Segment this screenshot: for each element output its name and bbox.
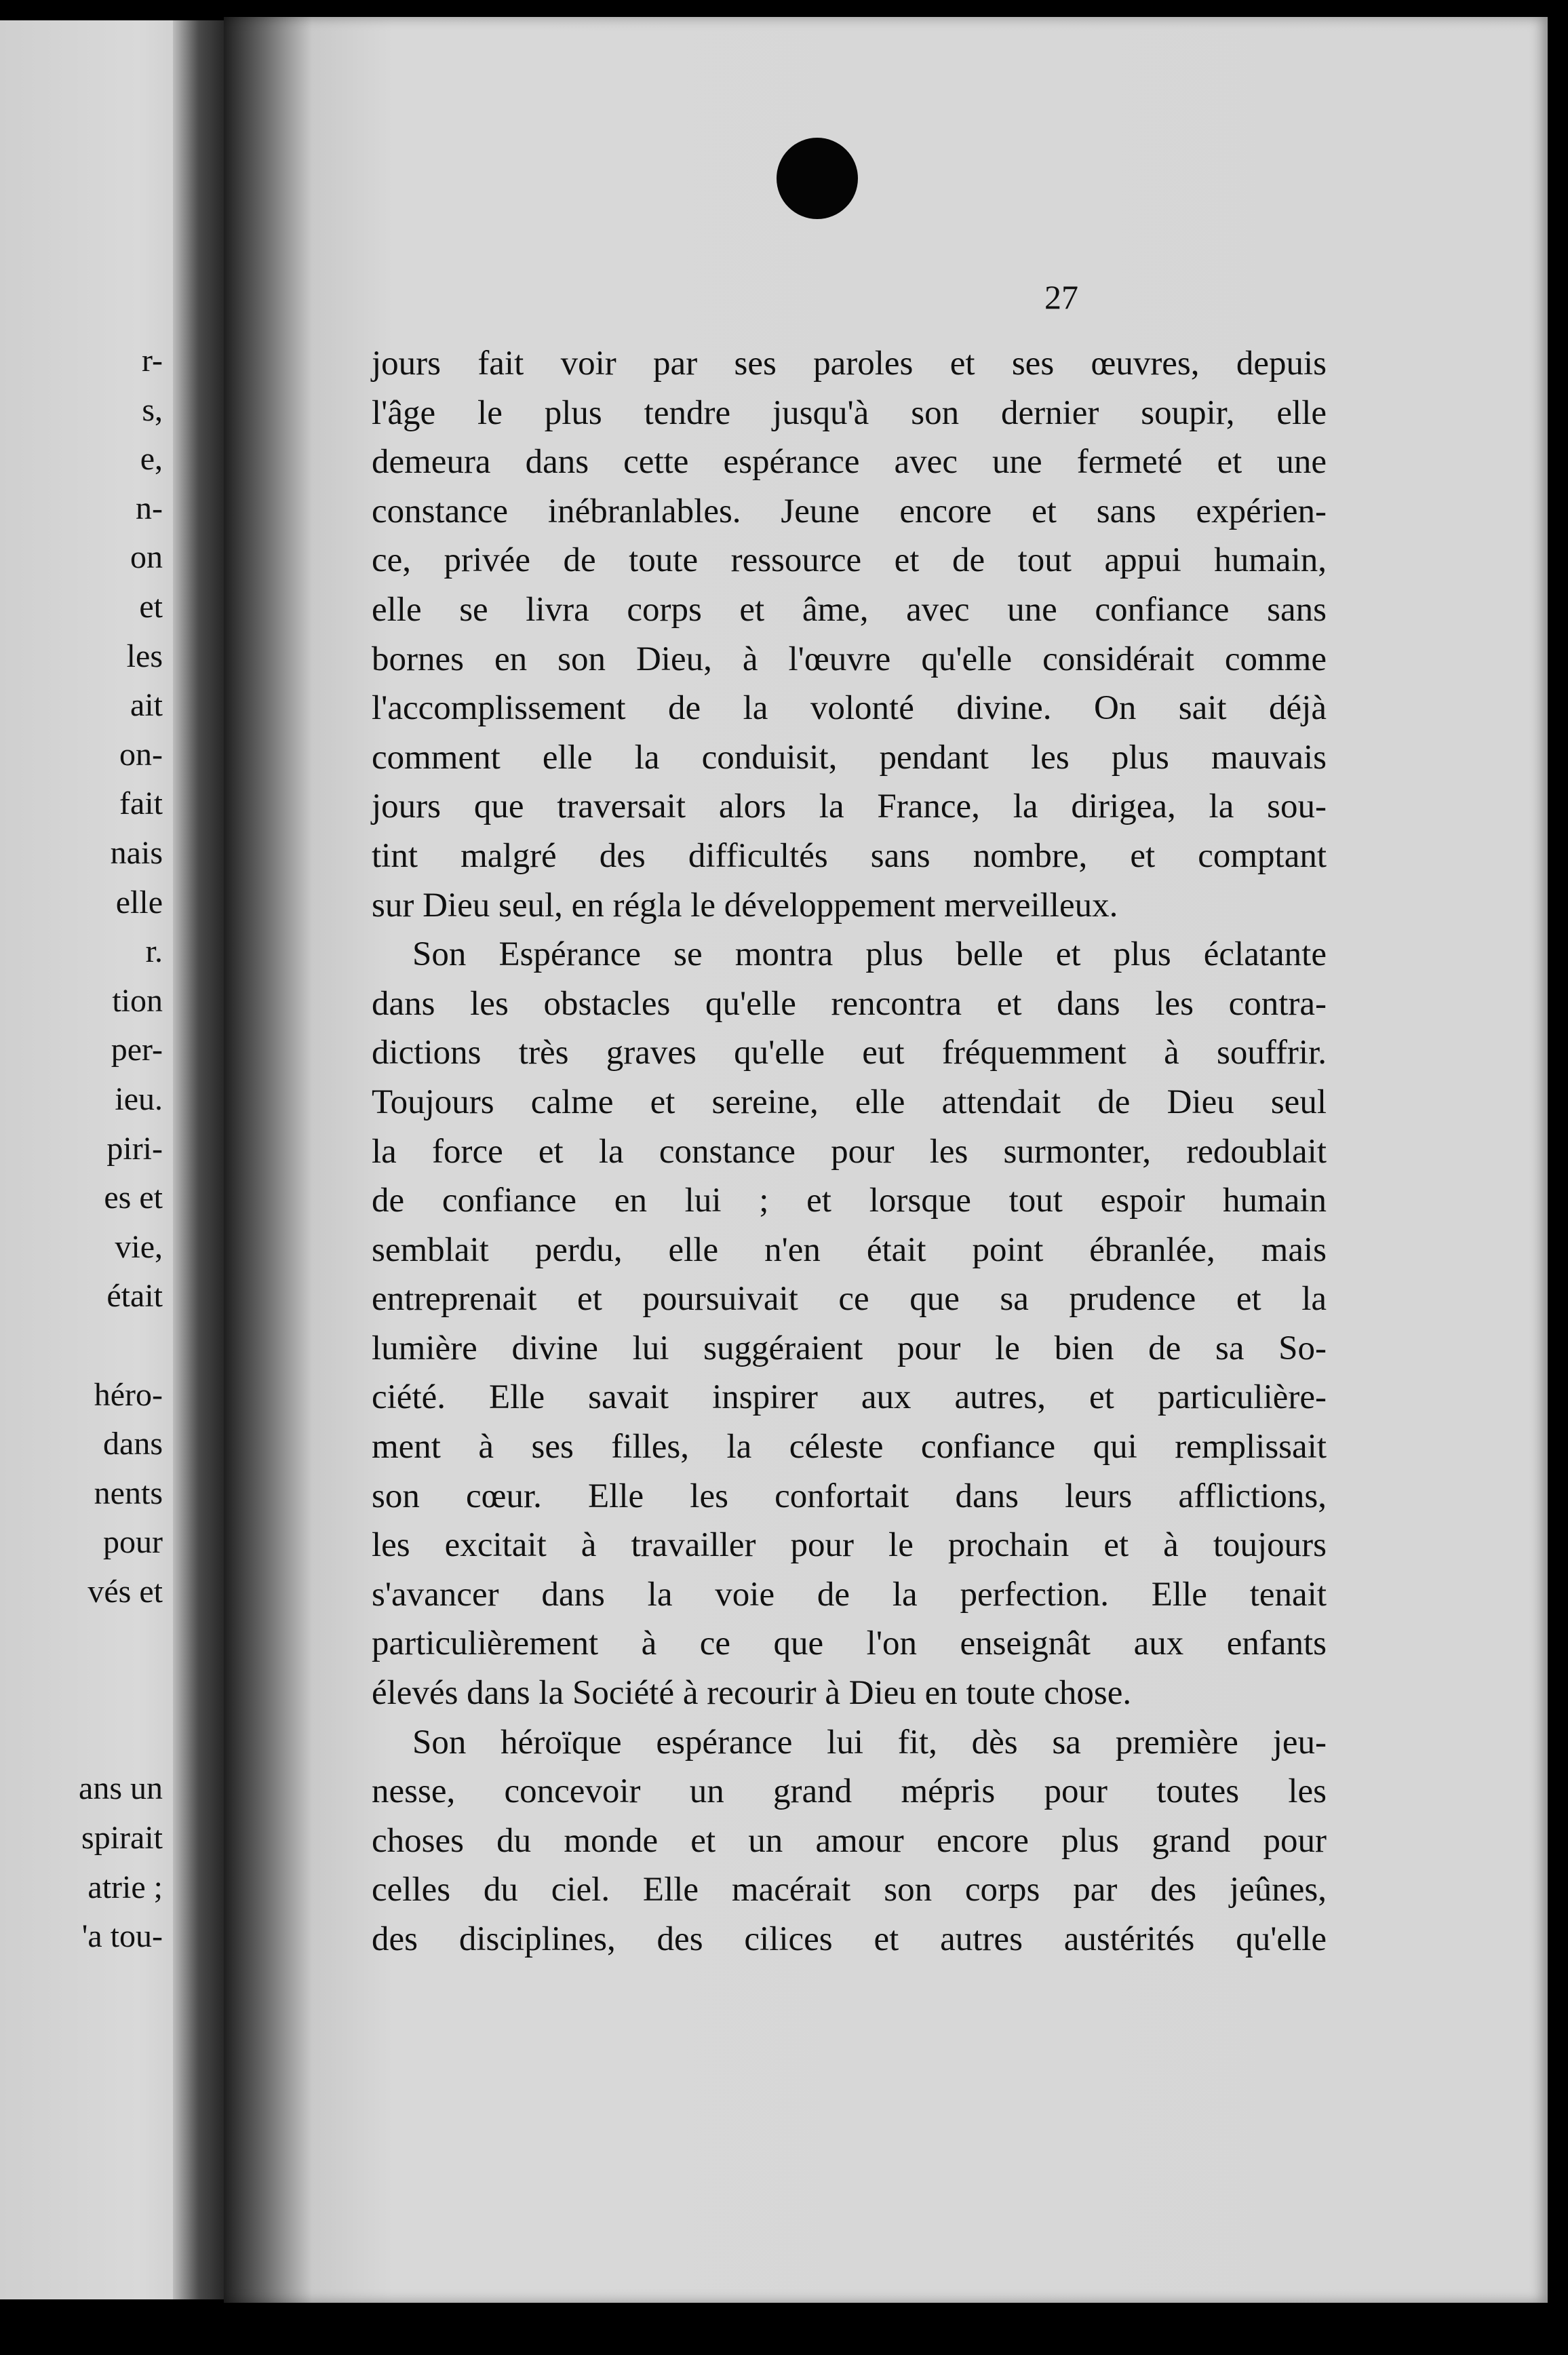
previous-page-fragment: ait	[130, 687, 163, 724]
previous-page-fragment: s,	[142, 391, 163, 428]
previous-page-fragment: r-	[141, 343, 163, 378]
previous-page-strip	[0, 20, 231, 2299]
previous-page-fragment: vés et	[87, 1574, 163, 1610]
previous-page-fragment: 'a tou-	[81, 1918, 163, 1955]
text-line: jours fait voir par ses paroles et ses œuvres, depuis	[372, 345, 1327, 383]
previous-page-fragment: les	[126, 638, 163, 674]
previous-page-fragment: spirait	[81, 1820, 163, 1856]
previous-page-fragment: héro-	[94, 1376, 163, 1413]
text-line: semblait perdu, elle n'en était point ébranlée, mais	[372, 1230, 1327, 1269]
body-text	[372, 339, 1327, 1964]
previous-page-fragment: on-	[119, 736, 163, 773]
text-line: Son Espérance se montra plus belle et plus éclatante	[412, 935, 1327, 974]
previous-page-fragment: atrie ;	[87, 1869, 163, 1905]
previous-page-fragment: per-	[111, 1032, 163, 1068]
text-line: l'âge le plus tendre jusqu'à son dernier soupir, elle	[372, 393, 1327, 432]
text-line: elle se livra corps et âme, avec une confiance sans	[372, 590, 1327, 629]
previous-page-fragment: piri-	[106, 1130, 163, 1167]
text-line: particulièrement à ce que l'on enseignât aux enfants	[372, 1624, 1327, 1663]
text-line: dictions très graves qu'elle eut fréquemment à souffrir.	[372, 1034, 1327, 1072]
text-line: Son héroïque espérance lui fit, dès sa première jeu-	[412, 1723, 1327, 1762]
text-line: entreprenait et poursuivait ce que sa prudence et la	[372, 1280, 1327, 1319]
previous-page-fragment: es et	[104, 1180, 163, 1216]
text-line: comment elle la conduisit, pendant les plus mauvais	[372, 738, 1327, 777]
text-line: constance inébranlables. Jeune encore et sans expérien-	[372, 492, 1327, 530]
text-line: nesse, concevoir un grand mépris pour toutes les	[372, 1772, 1327, 1811]
book-gutter-shadow	[173, 20, 231, 2299]
punch-hole	[777, 138, 858, 219]
text-line: jours que traversait alors la France, la dirigea, la sou-	[372, 787, 1327, 826]
previous-page-fragment: ieu.	[115, 1081, 163, 1117]
previous-page-fragment: n-	[136, 490, 163, 526]
text-line: bornes en son Dieu, à l'œuvre qu'elle considérait comme	[372, 640, 1327, 678]
text-line: s'avancer dans la voie de la perfection. Elle tenait	[372, 1575, 1327, 1614]
scan-border	[0, 2303, 1568, 2355]
text-line: la force et la constance pour les surmonter, redoublait	[372, 1132, 1327, 1171]
text-line: ciété. Elle savait inspirer aux autres, et particulière-	[372, 1378, 1327, 1417]
previous-page-fragment: ans un	[79, 1770, 163, 1807]
text-line: sur Dieu seul, en régla le développement merveilleux.	[372, 886, 1118, 925]
text-line: ment à ses filles, la céleste confiance qui remplissait	[372, 1428, 1327, 1466]
previous-page-fragment: était	[106, 1278, 163, 1315]
text-line: de confiance en lui ; et lorsque tout espoir humain	[372, 1182, 1327, 1220]
page-number: 27	[1044, 278, 1078, 316]
previous-page-fragment: r.	[145, 933, 163, 970]
text-line: son cœur. Elle les confortait dans leurs afflictions,	[372, 1477, 1327, 1515]
previous-page-fragment: et	[139, 589, 163, 625]
text-line: des disciplines, des cilices et autres austérités qu'elle	[372, 1920, 1327, 1958]
text-line: lumière divine lui suggéraient pour le bien de sa So-	[372, 1329, 1327, 1367]
text-line: tint malgré des difficultés sans nombre, et comptant	[372, 836, 1327, 875]
text-line: dans les obstacles qu'elle rencontra et dans les contra-	[372, 984, 1327, 1023]
previous-page-fragment: fait	[119, 785, 163, 822]
previous-page-fragment: vie,	[115, 1228, 163, 1265]
previous-page-fragment: dans	[103, 1426, 163, 1462]
text-line: demeura dans cette espérance avec une fermeté et une	[372, 443, 1327, 482]
text-line: élevés dans la Société à recourir à Dieu en toute chose.	[372, 1674, 1132, 1713]
text-line: l'accomplissement de la volonté divine. On sait déjà	[372, 689, 1327, 728]
previous-page-fragment: tion	[112, 982, 163, 1019]
previous-page-fragment: on	[130, 539, 163, 576]
text-line: choses du monde et un amour encore plus grand pour	[372, 1821, 1327, 1860]
previous-page-fragment: nents	[94, 1475, 163, 1511]
text-line: les excitait à travailler pour le prochain et à toujours	[372, 1526, 1327, 1565]
previous-page-fragment: elle	[115, 884, 163, 920]
text-line: Toujours calme et sereine, elle attendait de Dieu seul	[372, 1083, 1327, 1121]
previous-page-fragment: nais	[110, 835, 163, 871]
previous-page-fragment: e,	[140, 441, 163, 478]
previous-page-fragment: pour	[103, 1524, 163, 1561]
text-line: celles du ciel. Elle macérait son corps par des jeûnes,	[372, 1871, 1327, 1909]
text-line: ce, privée de toute ressource et de tout appui humain,	[372, 541, 1327, 580]
